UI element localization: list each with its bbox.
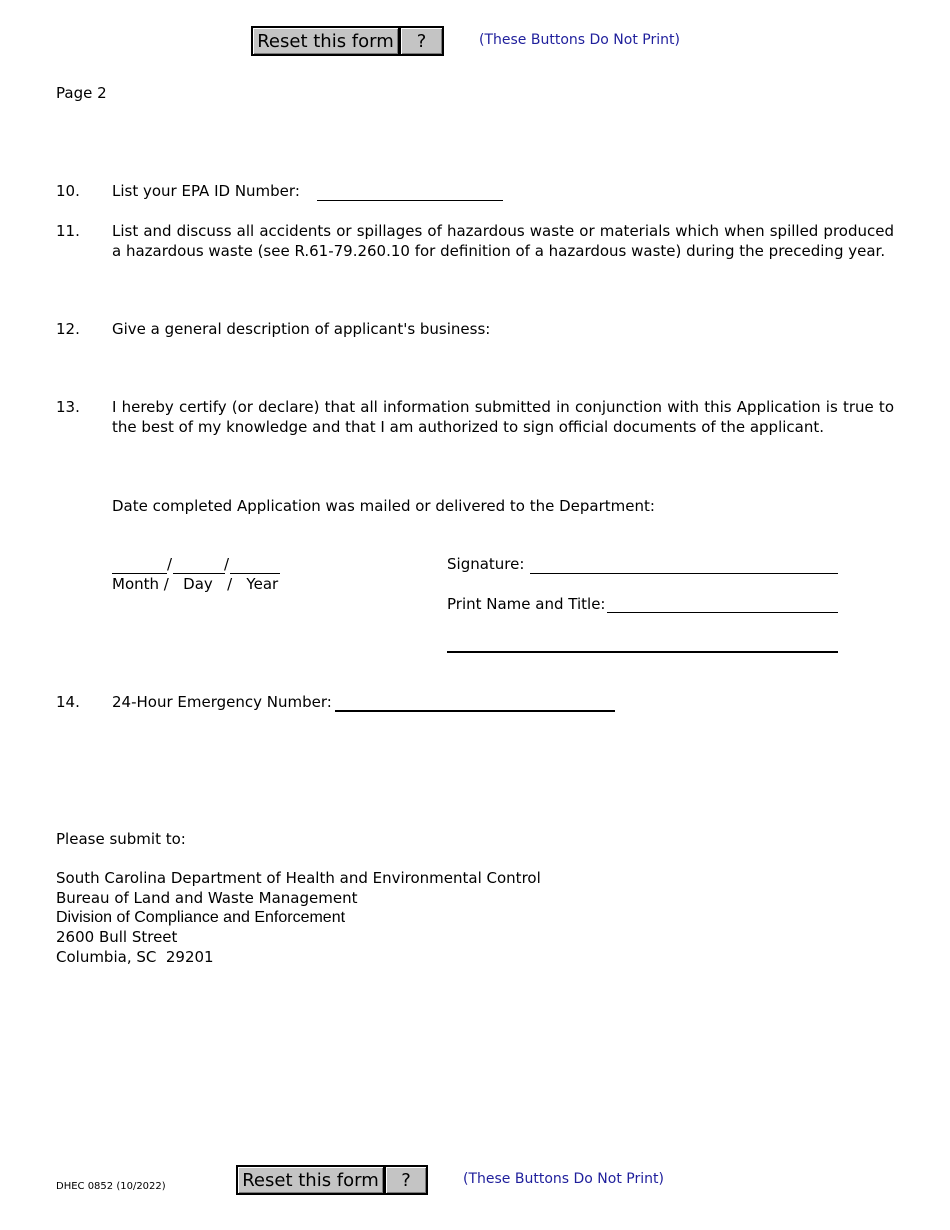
- non-print-note-top: (These Buttons Do Not Print): [479, 32, 680, 48]
- item-12-number: 12.: [56, 320, 80, 338]
- signature-field[interactable]: [530, 573, 838, 574]
- item-14-number: 14.: [56, 693, 80, 711]
- month-field[interactable]: [112, 573, 167, 574]
- item-13-text: I hereby certify (or declare) that all information submitted in conjunction with this Application is true to the best of my knowledge and that I am authorized to sign official documents of the applicant.: [112, 398, 894, 436]
- item-10-label: List your EPA ID Number:: [112, 182, 300, 200]
- date-separator: /: [167, 555, 173, 573]
- form-number: DHEC 0852 (10/2022): [56, 1181, 166, 1192]
- print-name-field[interactable]: [607, 612, 838, 613]
- item-11-number: 11.: [56, 222, 80, 240]
- address-line: 2600 Bull Street: [56, 928, 178, 946]
- address-line: Bureau of Land and Waste Management: [56, 889, 358, 907]
- item-11-text: List and discuss all accidents or spillages of hazardous waste or materials which when spilled produced a hazardous waste (see R.61-79.260.10 for definition of a hazardous waste) during the preceding year.: [112, 222, 894, 260]
- item-13-number: 13.: [56, 398, 80, 416]
- item-10-number: 10.: [56, 182, 80, 200]
- address-line: South Carolina Department of Health and Environmental Control: [56, 869, 541, 887]
- item-14-label: 24-Hour Emergency Number:: [112, 693, 332, 711]
- date-caption: Month / Day / Year: [112, 575, 279, 593]
- signature-label: Signature:: [447, 555, 525, 573]
- epa-id-field[interactable]: [317, 200, 503, 201]
- address-line: Columbia, SC 29201: [56, 948, 214, 966]
- emergency-number-field[interactable]: [335, 710, 615, 712]
- year-field[interactable]: [230, 573, 280, 574]
- help-button-bottom[interactable]: ?: [384, 1165, 428, 1195]
- reset-form-button-bottom[interactable]: Reset this form: [236, 1165, 385, 1195]
- print-name-label: Print Name and Title:: [447, 595, 606, 613]
- date-separator: /: [224, 555, 230, 573]
- submit-heading: Please submit to:: [56, 830, 186, 848]
- item-12-label: Give a general description of applicant's business:: [112, 320, 491, 338]
- day-field[interactable]: [173, 573, 225, 574]
- help-button-top[interactable]: ?: [399, 26, 444, 56]
- reset-form-button-top[interactable]: Reset this form: [251, 26, 400, 56]
- date-completed-label: Date completed Application was mailed or delivered to the Department:: [112, 497, 655, 515]
- page-label: Page 2: [56, 84, 107, 102]
- address-line: Division of Compliance and Enforcement: [56, 909, 346, 926]
- title-field[interactable]: [447, 651, 838, 653]
- non-print-note-bottom: (These Buttons Do Not Print): [463, 1171, 664, 1187]
